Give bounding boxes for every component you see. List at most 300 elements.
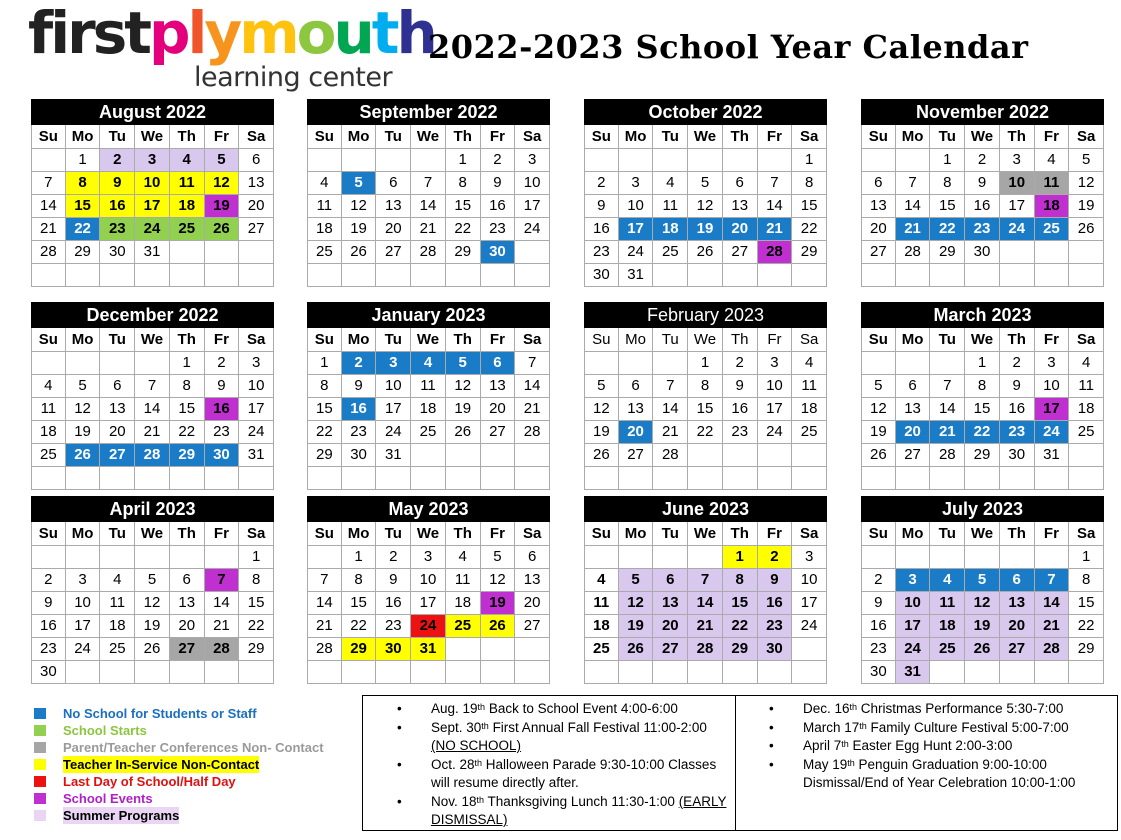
empty-cell [619, 661, 654, 684]
day-cell: 6 [170, 569, 205, 592]
day-cell: 12 [481, 569, 516, 592]
day-cell: 14 [758, 195, 793, 218]
week-row [31, 398, 274, 421]
day-cell: 13 [861, 195, 896, 218]
day-cell: 2 [861, 569, 896, 592]
empty-cell [896, 264, 931, 287]
day-cell: 13 [653, 592, 688, 615]
weekday-label: Su [31, 328, 66, 352]
week-row [584, 352, 827, 375]
day-cell: 23 [376, 615, 411, 638]
empty-cell [792, 264, 827, 287]
empty-cell [100, 352, 135, 375]
weekday-label: Sa [239, 328, 274, 352]
empty-cell [31, 264, 66, 287]
events-box [362, 695, 1118, 831]
day-cell: 13 [896, 398, 931, 421]
day-cell: 28 [307, 638, 342, 661]
day-cell: 28 [135, 444, 170, 467]
empty-cell [239, 241, 274, 264]
day-cell: 5 [619, 569, 654, 592]
day-cell: 22 [446, 218, 481, 241]
day-cell: 20 [170, 615, 205, 638]
empty-cell [307, 264, 342, 287]
day-cell: 20 [376, 218, 411, 241]
day-cell: 23 [205, 421, 240, 444]
weekday-header [307, 522, 550, 546]
empty-cell [376, 264, 411, 287]
day-cell: 10 [376, 375, 411, 398]
empty-cell [135, 546, 170, 569]
week-row [307, 615, 550, 638]
day-cell: 18 [1035, 195, 1070, 218]
day-cell: 18 [411, 398, 446, 421]
day-cell: 25 [411, 421, 446, 444]
day-cell: 6 [861, 172, 896, 195]
weekday-label: Th [1000, 328, 1035, 352]
day-cell: 2 [481, 149, 516, 172]
day-cell: 20 [239, 195, 274, 218]
day-cell: 18 [930, 615, 965, 638]
day-cell: 4 [653, 172, 688, 195]
day-cell: 21 [307, 615, 342, 638]
day-cell: 5 [861, 375, 896, 398]
day-cell: 21 [1035, 615, 1070, 638]
week-row [584, 264, 827, 287]
day-cell: 26 [619, 638, 654, 661]
day-cell: 3 [135, 149, 170, 172]
day-cell: 27 [515, 615, 550, 638]
week-row [861, 172, 1104, 195]
empty-cell [896, 149, 931, 172]
empty-cell [1000, 264, 1035, 287]
month-title: January 2023 [307, 302, 550, 328]
day-cell: 14 [688, 592, 723, 615]
day-cell: 19 [342, 218, 377, 241]
day-cell: 31 [135, 241, 170, 264]
empty-cell [723, 444, 758, 467]
weekday-label: Tu [100, 125, 135, 149]
day-cell: 30 [205, 444, 240, 467]
legend-item [34, 807, 354, 824]
empty-cell [619, 352, 654, 375]
day-cell: 5 [446, 352, 481, 375]
empty-cell [446, 661, 481, 684]
day-cell: 28 [688, 638, 723, 661]
day-cell: 10 [619, 195, 654, 218]
month-title: July 2023 [861, 496, 1104, 522]
day-cell: 22 [170, 421, 205, 444]
day-cell: 9 [376, 569, 411, 592]
day-cell: 9 [1000, 375, 1035, 398]
day-cell: 14 [31, 195, 66, 218]
day-cell: 11 [307, 195, 342, 218]
empty-cell [66, 546, 101, 569]
day-cell: 14 [653, 398, 688, 421]
weekday-label: We [688, 522, 723, 546]
week-row [307, 241, 550, 264]
week-row [861, 615, 1104, 638]
month-5 [31, 302, 274, 490]
day-cell: 11 [584, 592, 619, 615]
month-7 [584, 302, 827, 490]
empty-cell [1035, 546, 1070, 569]
legend-label: Parent/Teacher Conferences Non- Contact [63, 740, 324, 755]
month-1 [31, 99, 274, 287]
day-cell: 3 [792, 546, 827, 569]
legend-swatch [34, 742, 46, 753]
empty-cell [239, 467, 274, 490]
weekday-label: Fr [1035, 522, 1070, 546]
week-row [31, 546, 274, 569]
empty-cell [861, 546, 896, 569]
week-row [584, 661, 827, 684]
day-cell: 26 [481, 615, 516, 638]
day-cell: 26 [584, 444, 619, 467]
weekday-header [861, 522, 1104, 546]
empty-cell [965, 264, 1000, 287]
weekday-label: Tu [653, 125, 688, 149]
day-cell: 12 [1069, 172, 1104, 195]
weekday-label: Sa [515, 328, 550, 352]
day-cell: 24 [515, 218, 550, 241]
weekday-label: We [135, 125, 170, 149]
day-cell: 7 [758, 172, 793, 195]
weekday-label: We [965, 522, 1000, 546]
weekday-label: Th [446, 125, 481, 149]
day-cell: 29 [792, 241, 827, 264]
day-cell: 26 [1069, 218, 1104, 241]
empty-cell [930, 264, 965, 287]
day-cell: 11 [100, 592, 135, 615]
day-cell: 11 [1069, 375, 1104, 398]
week-row [307, 546, 550, 569]
empty-cell [1035, 241, 1070, 264]
empty-cell [66, 264, 101, 287]
empty-cell [135, 467, 170, 490]
empty-cell [758, 661, 793, 684]
day-cell: 21 [896, 218, 931, 241]
day-cell: 17 [411, 592, 446, 615]
weekday-label: Su [31, 522, 66, 546]
day-cell: 1 [1069, 546, 1104, 569]
month-title: August 2022 [31, 99, 274, 125]
empty-cell [446, 264, 481, 287]
week-row [861, 264, 1104, 287]
empty-cell [792, 467, 827, 490]
week-row [861, 398, 1104, 421]
day-cell: 1 [930, 149, 965, 172]
empty-cell [135, 264, 170, 287]
day-cell: 29 [723, 638, 758, 661]
day-cell: 28 [411, 241, 446, 264]
day-cell: 16 [758, 592, 793, 615]
empty-cell [100, 467, 135, 490]
day-cell: 7 [135, 375, 170, 398]
weekday-label: Fr [758, 522, 793, 546]
day-cell: 15 [688, 398, 723, 421]
weekday-header [584, 522, 827, 546]
week-row [307, 195, 550, 218]
day-cell: 7 [653, 375, 688, 398]
day-cell: 29 [930, 241, 965, 264]
week-row [584, 241, 827, 264]
empty-cell [653, 467, 688, 490]
day-cell: 26 [861, 444, 896, 467]
day-cell: 15 [792, 195, 827, 218]
week-row [307, 638, 550, 661]
logo-letter: o [296, 0, 334, 67]
month-title: March 2023 [861, 302, 1104, 328]
empty-cell [930, 352, 965, 375]
weekday-label: Tu [376, 125, 411, 149]
month-title: October 2022 [584, 99, 827, 125]
day-cell: 20 [723, 218, 758, 241]
weekday-label: Fr [481, 522, 516, 546]
day-cell: 27 [1000, 638, 1035, 661]
day-cell: 11 [446, 569, 481, 592]
day-cell: 29 [307, 444, 342, 467]
day-cell: 1 [965, 352, 1000, 375]
bullet: • [769, 756, 774, 772]
day-cell: 26 [688, 241, 723, 264]
week-row [307, 149, 550, 172]
day-cell: 2 [723, 352, 758, 375]
empty-cell [170, 661, 205, 684]
day-cell: 6 [100, 375, 135, 398]
empty-cell [411, 444, 446, 467]
day-cell: 19 [965, 615, 1000, 638]
day-cell: 7 [307, 569, 342, 592]
week-row [31, 264, 274, 287]
day-cell: 28 [758, 241, 793, 264]
day-cell: 12 [342, 195, 377, 218]
weekday-label: Mo [66, 125, 101, 149]
month-2 [307, 99, 550, 287]
day-cell: 5 [1069, 149, 1104, 172]
day-cell: 4 [307, 172, 342, 195]
weekday-label: We [688, 125, 723, 149]
empty-cell [1000, 546, 1035, 569]
week-row [307, 375, 550, 398]
day-cell: 10 [411, 569, 446, 592]
empty-cell [515, 638, 550, 661]
day-cell: 4 [792, 352, 827, 375]
day-cell: 31 [411, 638, 446, 661]
empty-cell [446, 638, 481, 661]
day-cell: 17 [1000, 195, 1035, 218]
logo-letter: p [148, 0, 188, 67]
day-cell: 8 [965, 375, 1000, 398]
day-cell: 7 [896, 172, 931, 195]
day-cell: 18 [31, 421, 66, 444]
empty-cell [619, 149, 654, 172]
weekday-label: We [411, 328, 446, 352]
day-cell: 6 [653, 569, 688, 592]
day-cell: 12 [861, 398, 896, 421]
weekday-label: Mo [342, 522, 377, 546]
weekday-label: Tu [376, 328, 411, 352]
day-cell: 20 [515, 592, 550, 615]
day-cell: 9 [965, 172, 1000, 195]
weekday-header [861, 328, 1104, 352]
day-cell: 10 [239, 375, 274, 398]
week-row [31, 592, 274, 615]
empty-cell [758, 444, 793, 467]
empty-cell [307, 467, 342, 490]
month-8 [861, 302, 1104, 490]
day-cell: 17 [135, 195, 170, 218]
weekday-label: We [965, 328, 1000, 352]
day-cell: 28 [31, 241, 66, 264]
day-cell: 20 [896, 421, 931, 444]
day-cell: 18 [100, 615, 135, 638]
day-cell: 19 [861, 421, 896, 444]
day-cell: 20 [1000, 615, 1035, 638]
week-row [861, 592, 1104, 615]
day-cell: 2 [758, 546, 793, 569]
week-row [307, 467, 550, 490]
empty-cell [584, 661, 619, 684]
week-row [584, 638, 827, 661]
day-cell: 13 [515, 569, 550, 592]
day-cell: 1 [307, 352, 342, 375]
empty-cell [481, 264, 516, 287]
week-row [584, 375, 827, 398]
day-cell: 16 [1000, 398, 1035, 421]
empty-cell [481, 444, 516, 467]
day-cell: 2 [342, 352, 377, 375]
empty-cell [792, 661, 827, 684]
day-cell: 8 [446, 172, 481, 195]
week-row [861, 218, 1104, 241]
empty-cell [481, 467, 516, 490]
week-row [31, 149, 274, 172]
day-cell: 12 [205, 172, 240, 195]
day-cell: 14 [896, 195, 931, 218]
day-cell: 18 [446, 592, 481, 615]
week-row [861, 241, 1104, 264]
day-cell: 19 [135, 615, 170, 638]
day-cell: 30 [481, 241, 516, 264]
empty-cell [205, 264, 240, 287]
weekday-label: Mo [896, 328, 931, 352]
day-cell: 16 [584, 218, 619, 241]
day-cell: 28 [1035, 638, 1070, 661]
day-cell: 25 [31, 444, 66, 467]
weekday-label: Tu [100, 328, 135, 352]
day-cell: 8 [723, 569, 758, 592]
day-cell: 11 [411, 375, 446, 398]
week-row [307, 444, 550, 467]
day-cell: 6 [481, 352, 516, 375]
weekday-header [31, 522, 274, 546]
day-cell: 29 [170, 444, 205, 467]
event-item: • April 7th Easter Egg Hunt 2:00-3:00 [769, 737, 1109, 756]
day-cell: 6 [376, 172, 411, 195]
legend-label: School Starts [63, 723, 147, 738]
day-cell: 28 [653, 444, 688, 467]
day-cell: 21 [688, 615, 723, 638]
day-cell: 13 [723, 195, 758, 218]
day-cell: 15 [1069, 592, 1104, 615]
empty-cell [584, 352, 619, 375]
day-cell: 3 [515, 149, 550, 172]
week-row [861, 375, 1104, 398]
logo-letter: h [396, 0, 435, 67]
day-cell: 24 [135, 218, 170, 241]
day-cell: 18 [792, 398, 827, 421]
day-cell: 25 [1069, 421, 1104, 444]
weekday-label: We [965, 125, 1000, 149]
legend [34, 705, 354, 824]
empty-cell [653, 661, 688, 684]
weekday-label: Mo [619, 328, 654, 352]
month-11 [584, 496, 827, 684]
empty-cell [239, 264, 274, 287]
day-cell: 9 [342, 375, 377, 398]
day-cell: 9 [758, 569, 793, 592]
month-3 [584, 99, 827, 287]
day-cell: 21 [515, 398, 550, 421]
empty-cell [515, 661, 550, 684]
day-cell: 20 [481, 398, 516, 421]
day-cell: 3 [66, 569, 101, 592]
day-cell: 27 [619, 444, 654, 467]
day-cell: 25 [584, 638, 619, 661]
empty-cell [965, 467, 1000, 490]
weekday-label: Mo [619, 522, 654, 546]
day-cell: 5 [135, 569, 170, 592]
day-cell: 24 [239, 421, 274, 444]
day-cell: 31 [376, 444, 411, 467]
weekday-label: Fr [205, 125, 240, 149]
events-column-right [769, 700, 1109, 793]
day-cell: 5 [688, 172, 723, 195]
empty-cell [31, 149, 66, 172]
day-cell: 3 [1000, 149, 1035, 172]
weekday-label: Su [861, 522, 896, 546]
day-cell: 30 [965, 241, 1000, 264]
empty-cell [411, 149, 446, 172]
bullet: • [769, 719, 774, 735]
empty-cell [1035, 264, 1070, 287]
day-cell: 23 [481, 218, 516, 241]
day-cell: 10 [515, 172, 550, 195]
day-cell: 26 [66, 444, 101, 467]
weekday-label: Sa [792, 328, 827, 352]
day-cell: 23 [723, 421, 758, 444]
day-cell: 24 [1035, 421, 1070, 444]
day-cell: 25 [1035, 218, 1070, 241]
empty-cell [619, 467, 654, 490]
legend-swatch [34, 708, 46, 719]
day-cell: 16 [100, 195, 135, 218]
week-row [31, 421, 274, 444]
weekday-label: Su [307, 328, 342, 352]
weekday-label: Th [446, 522, 481, 546]
day-cell: 14 [930, 398, 965, 421]
day-cell: 27 [376, 241, 411, 264]
event-item: • Nov. 18th Thanksgiving Lunch 11:30-1:00 (EARLY DISMISSAL) [397, 793, 727, 827]
day-cell: 3 [239, 352, 274, 375]
day-cell: 15 [307, 398, 342, 421]
day-cell: 27 [170, 638, 205, 661]
day-cell: 9 [723, 375, 758, 398]
day-cell: 20 [861, 218, 896, 241]
day-cell: 28 [930, 444, 965, 467]
empty-cell [723, 149, 758, 172]
